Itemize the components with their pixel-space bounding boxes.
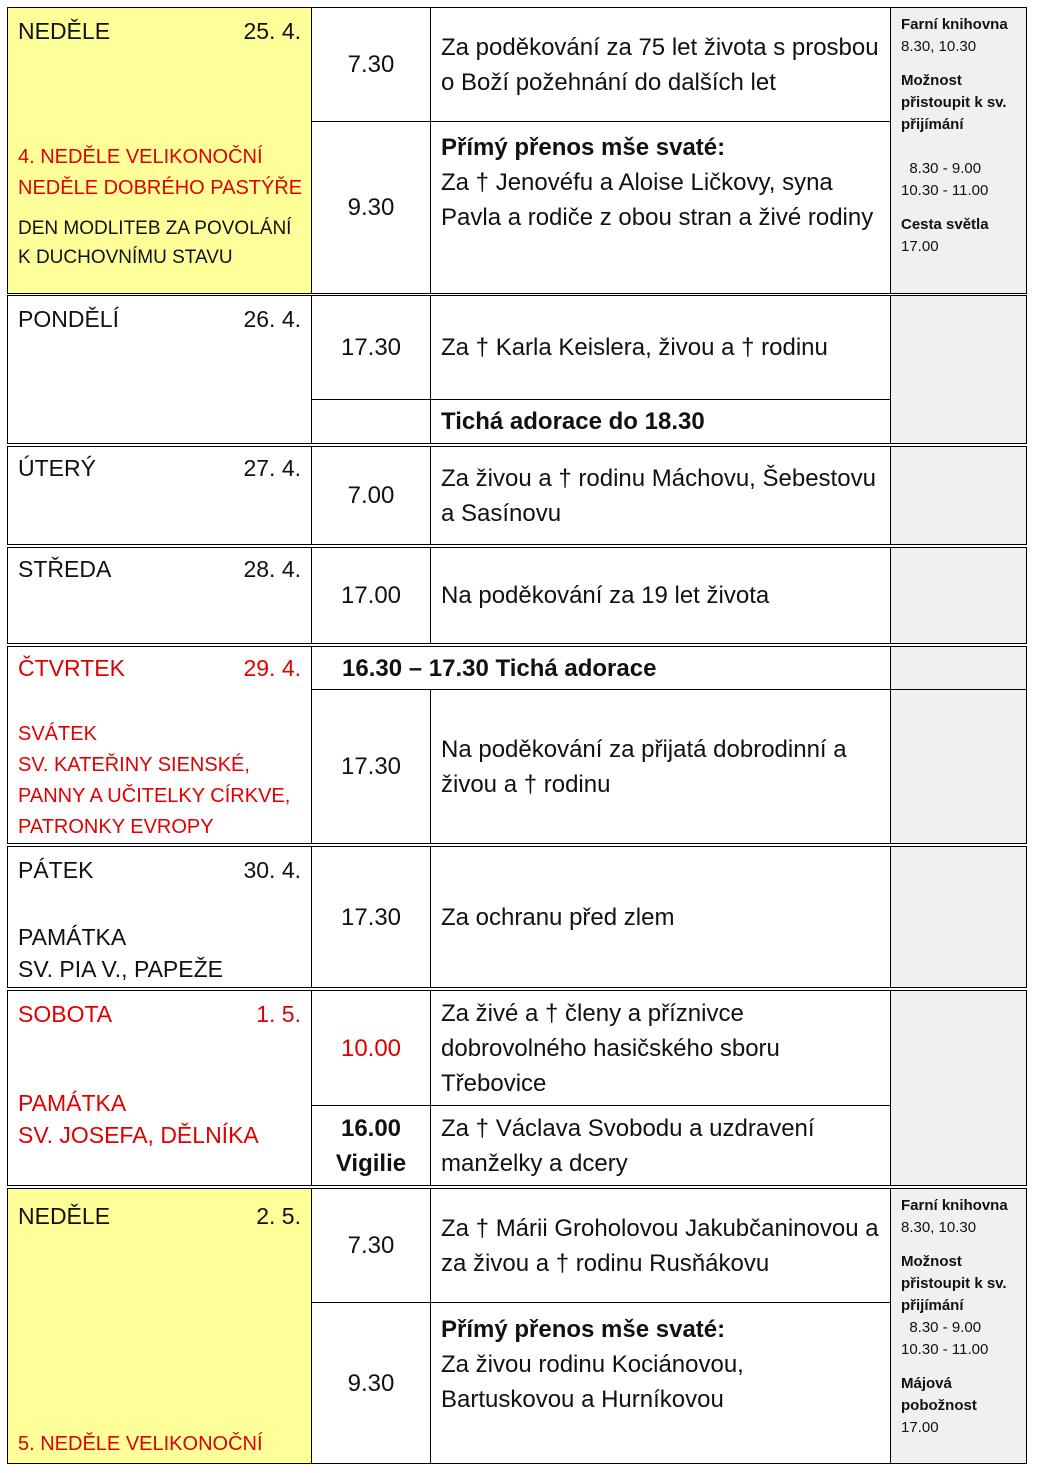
mass-intention: Za † Karla Keislera, živou a † rodinu: [430, 295, 891, 400]
day-date: 1. 5.: [256, 1001, 301, 1027]
empty-cell: [311, 399, 431, 444]
day-name: NEDĚLE: [18, 1203, 111, 1229]
mass-intention: Na poděkování za přijatá dobrodinní a živou a † rodinu: [430, 689, 891, 844]
feast-label: 5. NEDĚLE VELIKONOČNÍ: [18, 1433, 263, 1455]
feast-line: PAMÁTKA: [18, 924, 127, 950]
day-cell-monday: [7, 295, 312, 444]
day-name: PONDĚLÍ: [18, 306, 119, 332]
mass-time: 17.30: [311, 295, 431, 400]
side-text: 8.30 - 9.00: [901, 160, 982, 177]
mass-time: 7.30: [311, 7, 431, 122]
mass-time: 10.00: [311, 990, 431, 1106]
mass-intention: Za poděkování za 75 let života s prosbou o Boží požehnání do dalších let: [430, 7, 891, 122]
side-heading: Farní knihovna: [901, 16, 1008, 33]
mass-time: 16.00: [340, 1114, 402, 1142]
day-date: 26. 4.: [243, 306, 301, 332]
side-heading: Cesta světla: [901, 216, 989, 233]
mass-time: 9.30: [311, 121, 431, 294]
feast-label: [18, 142, 302, 204]
feast-line: 4. NEDĚLE VELIKONOČNÍ: [18, 146, 263, 168]
feast-line: PANNY A UČITELKY CÍRKVE,: [18, 785, 291, 807]
side-heading: Možnost přistoupit k sv. přijímání: [901, 72, 1007, 133]
day-date: 30. 4.: [243, 857, 301, 883]
side-info: [890, 547, 1027, 644]
note-line: DEN MODLITEB ZA POVOLÁNÍ: [18, 218, 292, 239]
feast-line: NEDĚLE DOBRÉHO PASTÝŘE: [18, 177, 303, 199]
side-info: [890, 846, 1027, 988]
side-info: [890, 1188, 1027, 1464]
side-text: 8.30 - 9.00: [901, 1319, 982, 1336]
side-info: [890, 990, 1027, 1186]
day-cell-thursday: [7, 646, 312, 844]
feast-line: PATRONKY EVROPY: [18, 816, 214, 838]
side-heading: Možnost přistoupit k sv. přijímání: [901, 1253, 1007, 1314]
day-cell-tuesday: [7, 446, 312, 545]
mass-time: 9.30: [311, 1302, 431, 1464]
side-info: [890, 689, 1027, 844]
mass-intention-cell: [430, 1302, 891, 1464]
day-cell-saturday: [7, 990, 312, 1186]
day-name: ČTVRTEK: [18, 655, 125, 681]
day-cell-sunday-2-5: [7, 1188, 312, 1464]
side-text: 8.30, 10.30: [901, 38, 977, 55]
day-date: 25. 4.: [243, 18, 301, 44]
feast-line: PAMÁTKA: [18, 1090, 127, 1116]
note-line: K DUCHOVNÍMU STAVU: [18, 247, 233, 268]
side-info: [890, 446, 1027, 545]
note-label: [18, 214, 291, 272]
day-date: 28. 4.: [243, 556, 301, 582]
mass-intention: Za † Jenovéfu a Aloise Ličkovy, syna Pavla a rodiče z obou stran a živé rodiny: [441, 169, 874, 231]
broadcast-label: Přímý přenos mše svaté:: [441, 1316, 726, 1343]
feast-line: SVÁTEK: [18, 723, 97, 745]
day-cell-friday: [7, 846, 312, 988]
day-cell-wednesday: [7, 547, 312, 644]
mass-time: 17.30: [311, 846, 431, 988]
side-info: [890, 295, 1027, 444]
mass-time: 17.30: [311, 689, 431, 844]
side-heading: Farní knihovna: [901, 1197, 1008, 1214]
day-name: ÚTERÝ: [18, 455, 96, 481]
day-cell-sunday-25-4: [7, 7, 312, 294]
day-name: PÁTEK: [18, 857, 94, 883]
day-name: SOBOTA: [18, 1001, 113, 1027]
mass-time: 7.00: [311, 446, 431, 545]
adoration-label: 16.30 – 17.30 Tichá adorace: [311, 646, 891, 690]
mass-intention-cell: [430, 121, 891, 294]
broadcast-label: Přímý přenos mše svaté:: [441, 134, 726, 161]
side-text: 10.30 - 11.00: [901, 182, 989, 199]
side-text: 8.30, 10.30: [901, 1219, 977, 1236]
mass-intention: Za ochranu před zlem: [430, 846, 891, 988]
mass-intention: Za † Márii Groholovou Jakubčaninovou a za živou a † rodinu Rusňákovu: [430, 1188, 891, 1303]
side-info: [890, 7, 1027, 294]
adoration-label: Tichá adorace do 18.30: [430, 399, 891, 444]
side-text: 17.00: [901, 238, 939, 255]
side-text: 10.30 - 11.00: [901, 1341, 989, 1358]
mass-intention: Na poděkování za 19 let života: [430, 547, 891, 644]
feast-label: [18, 1087, 259, 1151]
feast-label: [18, 921, 223, 985]
mass-time-cell: [311, 1105, 431, 1186]
mass-intention: Za živé a † členy a příznivce dobrovolného hasičského sboru Třebovice: [430, 990, 891, 1106]
day-date: 27. 4.: [243, 455, 301, 481]
side-text: 17.00: [901, 1419, 939, 1436]
side-info: [890, 646, 1027, 690]
feast-label: [18, 719, 290, 843]
mass-intention: Za živou a † rodinu Máchovu, Šebestovu a Sasínovu: [430, 446, 891, 545]
feast-line: SV. JOSEFA, DĚLNÍKA: [18, 1122, 259, 1148]
day-name: NEDĚLE: [18, 18, 111, 44]
mass-time: 17.00: [311, 547, 431, 644]
mass-intention: Za živou rodinu Kociánovou, Bartuskovou a Hurníkovou: [441, 1351, 744, 1413]
feast-line: SV. KATEŘINY SIENSKÉ,: [18, 754, 250, 776]
vigil-label: Vigilie: [335, 1149, 407, 1177]
day-date: 29. 4.: [243, 655, 301, 681]
day-date: 2. 5.: [256, 1203, 301, 1229]
mass-intention: Za † Václava Svobodu a uzdravení manželky a dcery: [430, 1105, 891, 1186]
feast-line: SV. PIA V., PAPEŽE: [18, 956, 223, 982]
mass-time: 7.30: [311, 1188, 431, 1303]
side-heading: Májová pobožnost: [901, 1375, 977, 1414]
day-name: STŘEDA: [18, 556, 112, 582]
